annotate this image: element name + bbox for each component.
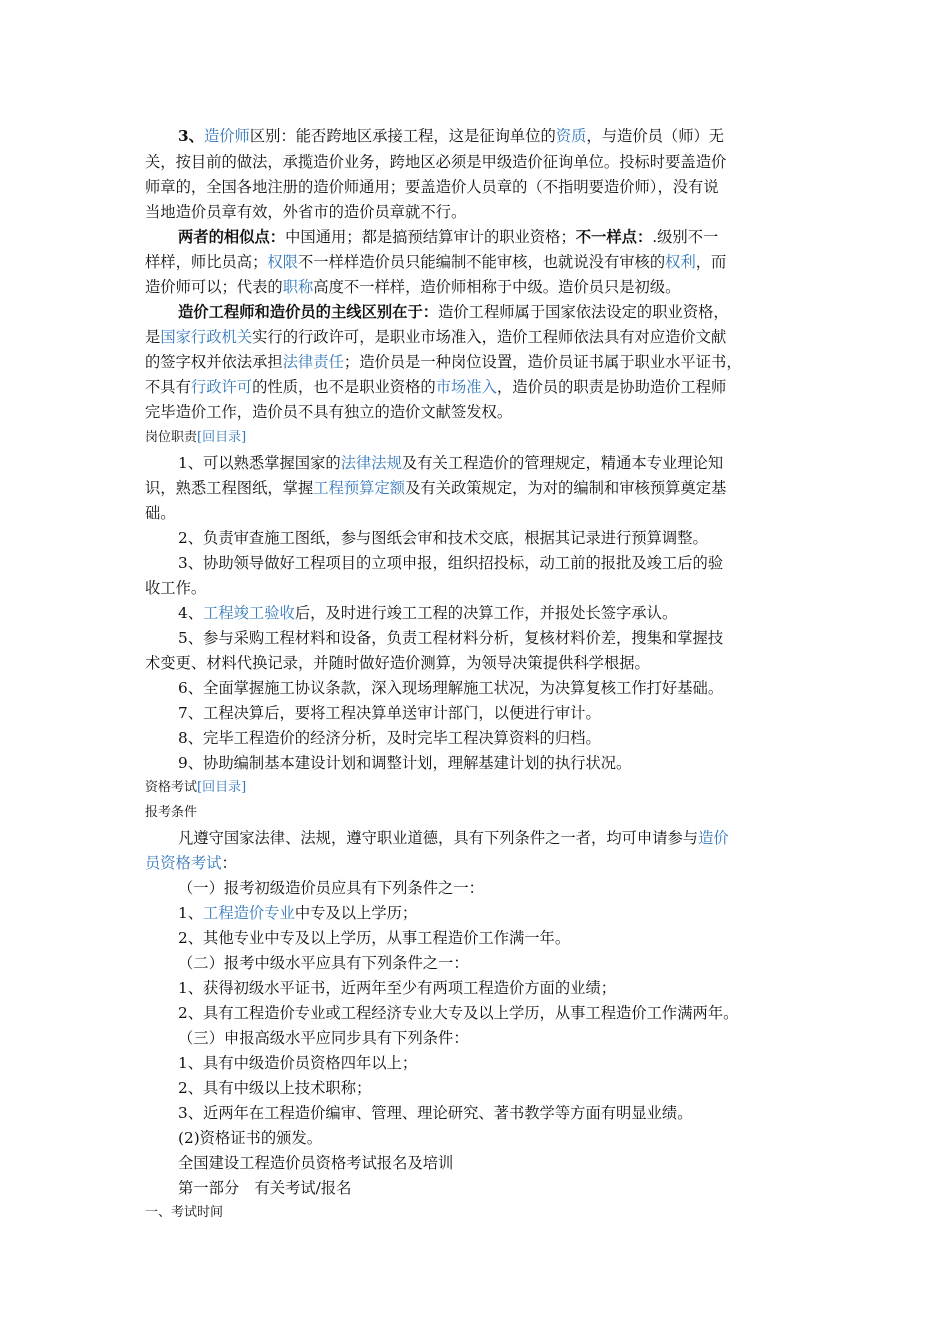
text-run: ；造价员是一种岗位设置，造价员证书属于职业水平证书，: [343, 353, 742, 371]
text-line: [145, 853, 237, 873]
text-run: 岗位职责: [145, 430, 198, 445]
hyperlink[interactable]: 造价: [698, 829, 729, 847]
hyperlink[interactable]: 权利: [665, 253, 696, 271]
text-run: 3、协助领导做好工程项目的立项申报，组织招投标，动工前的报批及竣工后的验: [178, 554, 724, 572]
text-line: [178, 978, 616, 998]
text-run: 造价工程师和造价员的主线区别在于：: [178, 303, 439, 321]
text-line: [145, 252, 726, 272]
text-run: 3、近两年在工程造价编审、管理、理论研究、著书教学等方面有明显业绩。: [178, 1104, 693, 1122]
text-run: 造价工程师属于国家依法设定的职业资格，: [438, 303, 729, 321]
text-run: (2)资格证书的颁发。: [178, 1129, 323, 1147]
text-run: 2、具有工程造价专业或工程经济专业大专及以上学历，从事工程造价工作满两年。: [178, 1004, 739, 1022]
text-line: [178, 903, 417, 923]
hyperlink[interactable]: 法律法规: [340, 454, 402, 472]
hyperlink[interactable]: 国家行政机关: [160, 328, 253, 346]
text-run: 础。: [145, 504, 176, 522]
text-run: 1、获得初级水平证书，近两年至少有两项工程造价方面的业绩；: [178, 979, 617, 997]
text-run: 报考条件: [145, 805, 198, 820]
text-run: 完毕造价工作，造价员不具有独立的造价文献签发权。: [145, 403, 513, 421]
text-run: ，而: [695, 253, 727, 271]
hyperlink[interactable]: 工程竣工验收: [203, 604, 295, 622]
text-run: 不一样点：: [575, 228, 653, 246]
text-line: [178, 126, 724, 146]
text-run: 7、工程决算后，要将工程决算单送审计部门，以便进行审计。: [178, 704, 601, 722]
text-run: 凡遵守国家法律、法规，遵守职业道德，具有下列条件之一者，均可申请参与: [178, 829, 699, 847]
text-run: 5、参与采购工程材料和设备，负责工程材料分析，复核材料价差，搜集和掌握技: [178, 629, 724, 647]
hyperlink[interactable]: 市场准入: [435, 378, 497, 396]
hyperlink[interactable]: 工程预算定额: [313, 479, 406, 497]
text-run: 及有关工程造价的管理规定，精通本专业理论知: [401, 454, 724, 472]
text-run: 是: [145, 328, 161, 346]
hyperlink[interactable]: 法律责任: [282, 353, 344, 371]
text-line: [178, 628, 723, 648]
text-line: [178, 1078, 371, 1098]
text-line: [178, 1003, 738, 1023]
text-run: 4、: [178, 604, 204, 622]
text-line: [145, 352, 742, 372]
text-line: [145, 428, 246, 448]
text-line: [145, 277, 680, 297]
text-run: 及有关政策规定，为对的编制和审核预算奠定基: [405, 479, 727, 497]
text-line: [178, 1053, 417, 1073]
text-run: 两者的相似点：: [178, 228, 286, 246]
text-line: [145, 377, 726, 397]
text-run: ，造价员的职责是协助造价工程师: [496, 378, 727, 396]
text-run: 2、其他专业中专及以上学历，从事工程造价工作满一年。: [178, 929, 571, 947]
text-line: [178, 753, 631, 773]
hyperlink[interactable]: 职称: [282, 278, 314, 296]
text-line: [145, 803, 197, 823]
text-run: 8、完毕工程造价的经济分析，及时完毕工程决算资料的归档。: [178, 729, 601, 747]
text-line: [178, 828, 729, 848]
text-line: [178, 1028, 469, 1048]
hyperlink[interactable]: 工程造价专业: [203, 904, 295, 922]
text-line: [178, 928, 570, 948]
text-line: [145, 202, 466, 222]
text-line: [178, 528, 708, 548]
hyperlink[interactable]: 权限: [267, 253, 298, 271]
text-line: [178, 1103, 693, 1123]
text-run: 中国通用；都是搞预结算审计的职业资格；: [285, 228, 576, 246]
text-line: [178, 553, 723, 573]
hyperlink[interactable]: 资质: [555, 127, 587, 145]
text-run: 不一样样造价员只能编制不能审核，也就说没有审核的: [298, 253, 666, 271]
text-run: 的性质，也不是职业资格的: [252, 378, 436, 396]
text-line: [145, 152, 726, 172]
text-line: [178, 678, 723, 698]
text-line: [145, 503, 176, 523]
text-run: 识，熟悉工程图纸，掌握: [145, 479, 314, 497]
text-run: 收工作。: [145, 579, 207, 597]
text-run: 区别：能否跨地区承接工程，这是征询单位的: [249, 127, 556, 145]
text-run: 后，及时进行竣工工程的决算工作，并报处长签字承认。: [294, 604, 678, 622]
text-line: [145, 1203, 223, 1223]
text-line: [178, 703, 601, 723]
text-line: [178, 603, 677, 623]
text-run: 6、全面掌握施工协议条款，深入现场理解施工状况，为决算复核工作打好基础。: [178, 679, 724, 697]
text-run: 第一部分 有关考试/报名: [178, 1179, 352, 1197]
text-run: （一）报考初级造价员应具有下列条件之一：: [178, 879, 484, 897]
hyperlink[interactable]: 行政许可: [190, 378, 253, 396]
text-line: [145, 478, 726, 498]
text-run: 1、可以熟悉掌握国家的: [178, 454, 341, 472]
text-run: 实行的行政许可，是职业市场准入，造价工程师依法具有对应造价文献: [252, 328, 727, 346]
hyperlink[interactable]: 造价师: [203, 127, 250, 145]
text-line: [178, 453, 723, 473]
text-run: 一、考试时间: [145, 1205, 224, 1220]
text-run: 样样，师比员高；: [145, 253, 268, 271]
text-line: [178, 878, 484, 898]
text-run: 1、具有中级造价员资格四年以上；: [178, 1054, 418, 1072]
text-run: ：: [221, 854, 237, 872]
text-run: 2、具有中级以上技术职称；: [178, 1079, 372, 1097]
text-line: [178, 1153, 453, 1173]
text-line: [178, 953, 469, 973]
text-run: 9、协助编制基本建设计划和调整计划，理解基建计划的执行状况。: [178, 754, 632, 772]
text-line: [178, 302, 729, 322]
text-line: [178, 728, 601, 748]
text-run: 高度不一样样，造价师相称于中级。造价员只是初级。: [313, 278, 681, 296]
text-run: （二）报考中级水平应具有下列条件之一：: [178, 954, 469, 972]
text-line: [145, 653, 650, 673]
text-run: 师章的，全国各地注册的造价师通用；要盖造价人员章的（不指明要造价师），没有说: [145, 178, 719, 196]
text-line: [178, 1128, 322, 1148]
text-run: （三）申报高级水平应同步具有下列条件：: [178, 1029, 469, 1047]
hyperlink[interactable]: 员资格考试: [145, 854, 222, 872]
text-run: .级别不一: [652, 228, 719, 246]
text-run: 2、负责审查施工图纸，参与图纸会审和技术交底，根据其记录进行预算调整。: [178, 529, 708, 547]
text-run: 关，按目前的做法，承揽造价业务，跨地区必须是甲级造价征询单位。投标时要盖造价: [145, 153, 727, 171]
text-run: 3、: [178, 127, 204, 145]
hyperlink[interactable]: [回目录]: [197, 780, 247, 795]
text-run: 全国建设工程造价员资格考试报名及培训: [178, 1154, 454, 1172]
text-run: 当地造价员章有效，外省市的造价员章就不行。: [145, 203, 467, 221]
text-line: [145, 578, 206, 598]
text-run: 中专及以上学历；: [294, 904, 418, 922]
text-line: [145, 177, 719, 197]
hyperlink[interactable]: [回目录]: [197, 430, 247, 445]
text-run: ，与造价员（师）无: [586, 127, 725, 145]
text-line: [178, 227, 718, 247]
text-run: 术变更、材料代换记录，并随时做好造价测算，为领导决策提供科学根据。: [145, 654, 650, 672]
text-run: 的签字权并依法承担: [145, 353, 283, 371]
text-run: 资格考试: [145, 780, 198, 795]
text-run: 造价师可以；代表的: [145, 278, 283, 296]
text-line: [145, 778, 246, 798]
text-line: [145, 327, 726, 347]
text-run: 1、: [178, 904, 204, 922]
text-line: [145, 402, 512, 422]
text-run: 不具有: [145, 378, 191, 396]
text-line: [178, 1178, 351, 1198]
